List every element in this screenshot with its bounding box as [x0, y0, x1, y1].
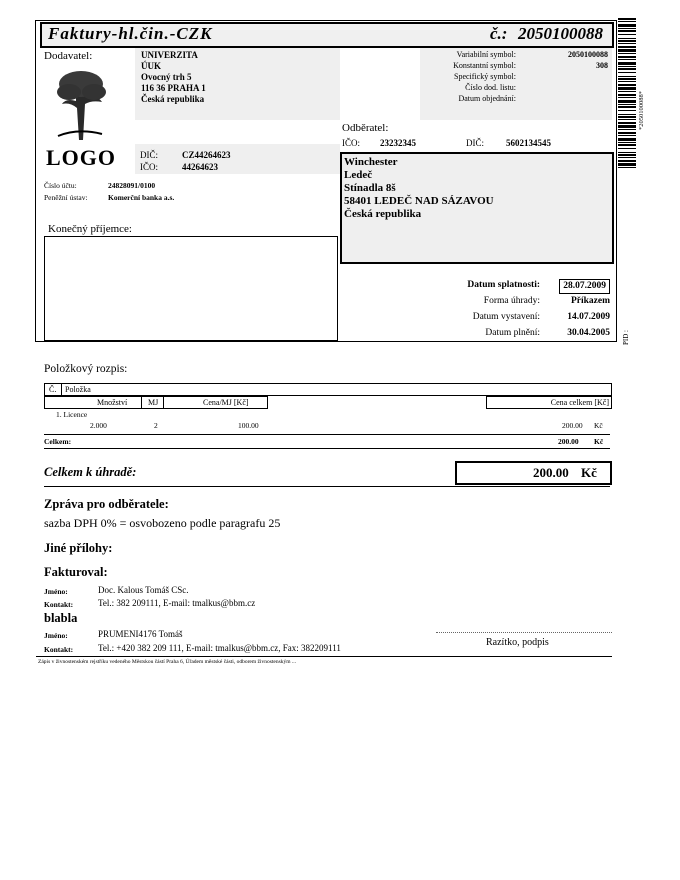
- barcode-bar: [618, 76, 636, 77]
- barcode-bar: [618, 163, 636, 166]
- pid-label: PID :: [622, 330, 630, 345]
- supplier-dic: CZ44264623: [182, 150, 231, 160]
- supplier-name-2: ÚUK: [141, 61, 161, 71]
- barcode-bar: [618, 56, 636, 58]
- barcode-bar: [618, 148, 636, 149]
- barcode-bar: [618, 157, 636, 158]
- barcode-bar: [618, 110, 636, 111]
- supplier-address-box: [135, 48, 340, 120]
- date-value: 28.07.2009: [559, 279, 610, 294]
- supplier-ids-box: [135, 144, 340, 174]
- invoice-number: 2050100088: [518, 24, 603, 43]
- bank-name: Komerční banka a.s.: [108, 193, 175, 202]
- barcode-bar: [618, 38, 636, 39]
- symbol-label: Číslo dod. listu:: [465, 83, 516, 92]
- barcode-bar: [618, 119, 636, 120]
- barcode-bar: [618, 91, 636, 92]
- customer-ico: 23232345: [380, 138, 416, 148]
- customer-dic: 5602134545: [506, 138, 551, 148]
- item-price: 100.00: [238, 421, 259, 430]
- message-text: sazba DPH 0% = osvobozeno podle paragrafu 25: [44, 516, 281, 530]
- customer-line-5: Česká republika: [344, 208, 422, 220]
- item-total: 200.00: [562, 421, 583, 430]
- customer-line-1: Winchester: [344, 156, 398, 168]
- barcode-bar: [618, 94, 636, 96]
- other-title: blabla: [44, 611, 78, 625]
- barcode-bar: [618, 81, 636, 82]
- footer-text: Zápis v živnostenském rejstříku vedeného Městskou částí Praha 6, Úřadem městské části, odborem živnostenským ...: [38, 659, 296, 665]
- barcode-bar: [618, 97, 636, 98]
- dates-list: [420, 279, 612, 343]
- supplier-city: 116 36 PRAHA 1: [141, 83, 206, 93]
- final-recipient-label: Konečný příjemce:: [48, 223, 132, 235]
- date-row: [420, 279, 612, 295]
- total-box: [455, 461, 612, 485]
- stamp-line: [436, 632, 612, 633]
- barcode-bar: [618, 104, 636, 105]
- barcode-bar: [618, 28, 636, 29]
- other-contact: Tel.: +420 382 209 111, E-mail: tmalkus@bbm.cz, Fax: 382209111: [98, 643, 341, 653]
- barcode-bar: [618, 46, 636, 48]
- items-sum-currency: Kč: [594, 437, 604, 446]
- barcode-bar: [618, 152, 636, 153]
- barcode-bar: [618, 106, 636, 108]
- date-row: [420, 327, 612, 343]
- barcode-bar: [618, 87, 636, 90]
- message-title: Zpráva pro odběratele:: [44, 497, 169, 511]
- symbol-row: [420, 60, 612, 71]
- barcode-bar: [618, 78, 636, 80]
- date-value: Příkazem: [570, 296, 610, 306]
- barcode-bar: [618, 167, 636, 168]
- footer-divider: [36, 656, 612, 657]
- symbol-value: 2050100088: [568, 50, 608, 59]
- other-name: PRUMENI4176 Tomáš: [98, 629, 183, 639]
- barcode-bar: [618, 114, 636, 115]
- barcode-bar: [618, 43, 636, 44]
- date-label: Datum plnění:: [485, 328, 540, 338]
- barcode-text-wrap: [638, 40, 648, 140]
- col-divider: [141, 397, 142, 408]
- supplier-ico-label: IČO:: [140, 162, 158, 172]
- barcode-bar: [618, 40, 636, 42]
- date-label: Datum splatnosti:: [467, 280, 540, 290]
- item-currency: Kč: [594, 421, 603, 430]
- col-unit-price: Cena/MJ [Kč]: [203, 398, 249, 407]
- other-name-label: Jméno:: [44, 631, 68, 640]
- barcode-bar: [618, 100, 636, 103]
- supplier-country: Česká republika: [141, 94, 205, 104]
- col-divider: [163, 397, 164, 408]
- total-currency: Kč: [581, 465, 597, 480]
- symbols-list: [420, 49, 612, 104]
- barcode-bar: [618, 66, 636, 67]
- items-bottom-divider: [44, 448, 610, 449]
- barcode-bar: [618, 62, 636, 65]
- barcode-bar: [618, 142, 636, 143]
- col-item: Položka: [65, 385, 91, 394]
- invoice-title: Faktury-hl.čin.-CZK: [48, 24, 213, 43]
- symbol-label: Specifický symbol:: [454, 72, 516, 81]
- items-header-row1: [44, 383, 612, 396]
- items-header-total: [486, 396, 612, 409]
- invoiced-by-name: Doc. Kalous Tomáš CSc.: [98, 585, 189, 595]
- barcode: [618, 18, 636, 170]
- date-label: Forma úhrady:: [483, 296, 540, 306]
- logo-text: LOGO: [46, 145, 117, 170]
- barcode-bar: [618, 116, 636, 118]
- items-sum-label: Celkem:: [44, 437, 72, 446]
- symbol-row: [420, 93, 612, 104]
- col-total: Cena celkem [Kč]: [550, 398, 609, 407]
- barcode-bar: [618, 53, 636, 54]
- symbol-row: [420, 82, 612, 93]
- pid-wrap: [622, 320, 632, 350]
- barcode-bar: [618, 30, 636, 32]
- col-no: Č.: [49, 385, 57, 394]
- barcode-bar: [618, 138, 636, 141]
- items-header-row2: [44, 396, 268, 409]
- items-sum-divider: [44, 434, 610, 435]
- invoiced-by-contact-label: Kontakt:: [44, 600, 74, 609]
- supplier-ico: 44264623: [182, 162, 218, 172]
- barcode-bar: [618, 21, 636, 22]
- barcode-bar: [618, 125, 636, 128]
- stamp-label: Razítko, podpis: [486, 637, 549, 648]
- title-bar: [40, 22, 614, 48]
- invoiced-by-title: Fakturoval:: [44, 565, 108, 579]
- barcode-text: *2050100088*: [638, 91, 645, 130]
- symbol-label: Konstantní symbol:: [453, 61, 516, 70]
- symbol-label: Variabilní symbol:: [456, 50, 516, 59]
- date-value: 30.04.2005: [567, 328, 610, 338]
- symbol-label: Datum objednání:: [458, 94, 516, 103]
- tree-logo-icon: [52, 68, 110, 145]
- supplier-dic-label: DIČ:: [140, 150, 158, 160]
- account-label: Číslo účtu:: [44, 181, 77, 190]
- barcode-bar: [618, 84, 636, 86]
- barcode-bar: [618, 34, 636, 35]
- total-label: Celkem k úhradě:: [44, 465, 137, 479]
- invoice-number-label: č.:: [490, 24, 508, 43]
- account-number: 24828091/0100: [108, 181, 156, 190]
- supplier-street: Ovocný trh 5: [141, 72, 192, 82]
- barcode-bar: [618, 132, 636, 134]
- attachments-title: Jiné přílohy:: [44, 541, 113, 555]
- item-name: 1. Licence: [56, 410, 88, 419]
- customer-address-box: [340, 152, 614, 264]
- bank-label: Peněžní ústav:: [44, 193, 88, 202]
- date-row: [420, 295, 612, 311]
- symbol-row: [420, 49, 612, 60]
- customer-line-4: 58401 LEDEČ NAD SÁZAVOU: [344, 195, 494, 207]
- col-unit: MJ: [148, 398, 159, 407]
- total-value: 200.00: [533, 465, 569, 480]
- barcode-bar: [618, 122, 636, 124]
- barcode-bar: [618, 144, 636, 146]
- customer-divider: [340, 262, 614, 263]
- barcode-graphic: [618, 18, 636, 170]
- customer-line-3: Stínadla 8š: [344, 182, 396, 194]
- barcode-bar: [618, 59, 636, 60]
- date-row: [420, 311, 612, 327]
- barcode-bar: [618, 68, 636, 70]
- supplier-label: Dodavatel:: [44, 50, 93, 62]
- barcode-bar: [618, 135, 636, 136]
- symbol-row: [420, 71, 612, 82]
- barcode-bar: [618, 154, 636, 156]
- barcode-bar: [618, 72, 636, 73]
- total-divider: [44, 486, 610, 487]
- invoiced-by-contact: Tel.: 382 209111, E-mail: tmalkus@bbm.cz: [98, 598, 256, 608]
- other-contact-label: Kontakt:: [44, 645, 74, 654]
- invoiced-by-name-label: Jméno:: [44, 587, 68, 596]
- barcode-bar: [618, 24, 636, 27]
- symbol-value: 308: [596, 61, 608, 70]
- barcode-bar: [618, 49, 636, 52]
- supplier-name-1: UNIVERZITA: [141, 50, 198, 60]
- customer-ico-label: IČO:: [342, 138, 360, 148]
- customer-dic-label: DIČ:: [466, 138, 484, 148]
- customer-label: Odběratel:: [342, 122, 389, 134]
- date-value: 14.07.2009: [567, 312, 610, 322]
- item-unit: 2: [154, 421, 158, 430]
- items-sum-value: 200.00: [558, 437, 579, 446]
- items-title: Položkový rozpis:: [44, 363, 128, 375]
- customer-line-2: Ledeč: [344, 169, 373, 181]
- col-divider: [61, 384, 62, 395]
- barcode-bar: [618, 160, 636, 162]
- col-qty: Množství: [97, 398, 128, 407]
- date-label: Datum vystavení:: [472, 312, 540, 322]
- item-qty: 2.000: [90, 421, 107, 430]
- final-recipient-box: [44, 236, 338, 341]
- barcode-bar: [618, 18, 636, 20]
- barcode-bar: [618, 129, 636, 130]
